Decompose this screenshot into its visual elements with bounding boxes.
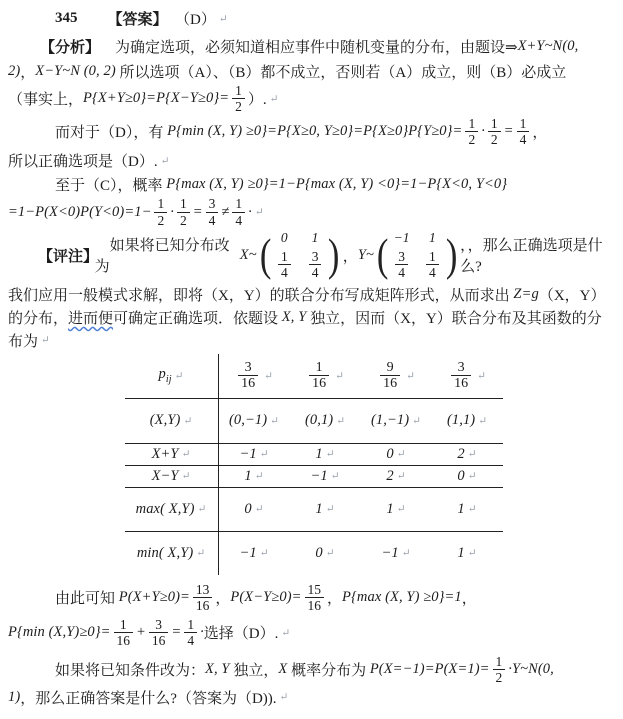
return-mark-icon: ↵ xyxy=(325,449,335,461)
math-text: (1,−1) xyxy=(371,412,410,429)
return-mark-icon: ↵ xyxy=(412,415,421,427)
math-text: 0 xyxy=(386,445,394,462)
math-text: X, Y xyxy=(205,661,230,678)
fraction-numerator: 9 xyxy=(386,359,394,375)
bold-text: 【答案】 xyxy=(107,12,168,28)
fraction xyxy=(488,116,501,147)
text: 如果将已知条件改为： xyxy=(55,663,206,680)
text: 如果将已知分布改为 xyxy=(94,238,230,276)
return-mark-icon: ↵ xyxy=(254,207,264,219)
return-mark-icon: ↵ xyxy=(467,548,477,560)
return-mark-icon: ↵ xyxy=(396,449,406,461)
math-text: 1 xyxy=(244,467,252,484)
fraction-denominator: 4 xyxy=(184,632,197,648)
table-cell xyxy=(432,399,503,443)
fraction-numerator: 3 xyxy=(398,248,405,264)
return-mark-icon: ↵ xyxy=(281,627,291,639)
math-text: (X,Y) xyxy=(149,412,181,429)
matrix-entry: −1 xyxy=(393,229,410,245)
table-row xyxy=(125,354,503,399)
table-cell xyxy=(219,354,290,398)
math-text: Z=g xyxy=(513,285,539,302)
math-text: P(X=−1)=P(X=1)= xyxy=(369,661,490,678)
fraction-numerator: 1 xyxy=(519,116,527,132)
analysis-line-3 xyxy=(8,82,615,115)
analysis-line-1 xyxy=(8,36,615,57)
right-paren-icon: ) xyxy=(328,229,340,281)
fraction-denominator: 4 xyxy=(309,264,322,280)
fraction-numerator: 3 xyxy=(155,617,163,633)
fraction-denominator: 2 xyxy=(493,669,506,685)
variant-line-2 xyxy=(8,687,615,708)
fraction-numerator: 1 xyxy=(315,359,323,375)
fraction-denominator: 2 xyxy=(488,131,501,147)
table-cell xyxy=(432,532,503,575)
method-line-3 xyxy=(8,330,615,351)
text xyxy=(78,8,108,29)
spellcheck-underlined-text: 进而便 xyxy=(68,310,114,327)
return-mark-icon: ↵ xyxy=(406,370,415,382)
return-mark-icon: ↵ xyxy=(269,93,279,105)
return-mark-icon: ↵ xyxy=(41,335,50,347)
text: ，那么正确答案是什么?（答案为（D)). xyxy=(20,690,277,707)
fraction xyxy=(232,83,245,114)
return-mark-icon: ↵ xyxy=(270,415,279,427)
math-text: 1) xyxy=(8,688,21,705)
math-text: 1 xyxy=(386,500,394,517)
fraction-numerator: 1 xyxy=(235,83,242,98)
fraction xyxy=(177,196,190,227)
math-text: X~ xyxy=(239,246,257,263)
fraction-denominator: 4 xyxy=(395,264,408,280)
variant-line-1 xyxy=(8,653,615,686)
table-row xyxy=(125,444,503,466)
option-c-line-1 xyxy=(8,174,615,195)
table-cell xyxy=(219,488,290,531)
table-cell xyxy=(361,444,432,465)
fraction-numerator: 1 xyxy=(280,248,288,264)
table-cell xyxy=(290,532,361,575)
right-paren-icon: ) xyxy=(445,229,458,281)
row-label xyxy=(125,488,219,531)
math-text: 0 xyxy=(244,500,252,517)
table-row xyxy=(125,532,503,575)
fraction-denominator: 16 xyxy=(149,632,169,648)
fraction-numerator: 13 xyxy=(195,581,210,597)
table-row xyxy=(125,466,503,488)
math-text: · xyxy=(200,624,204,641)
table-cell xyxy=(361,532,432,575)
math-text: X−Y xyxy=(151,467,179,484)
matrix-entry: 1 xyxy=(311,229,319,245)
return-mark-icon: ↵ xyxy=(279,692,289,704)
table-cell xyxy=(432,488,503,531)
math-text: 0 xyxy=(315,544,323,561)
row-label xyxy=(125,399,219,443)
row-label xyxy=(125,532,219,575)
return-mark-icon: ↵ xyxy=(478,415,488,427)
method-line-1 xyxy=(8,284,615,305)
text: ，，那么正确选项是什么? xyxy=(460,238,603,276)
return-mark-icon: ↵ xyxy=(396,504,406,516)
return-mark-icon: ↵ xyxy=(325,504,335,516)
fraction-denominator: 2 xyxy=(154,212,167,228)
option-c-line-2 xyxy=(8,195,615,228)
math-text: max( X,Y) xyxy=(135,500,195,517)
math-text: 1 xyxy=(315,445,323,462)
return-mark-icon: ↵ xyxy=(259,548,269,560)
fraction-numerator: 1 xyxy=(187,617,195,633)
math-text: 1 xyxy=(457,544,465,561)
fraction-denominator: 4 xyxy=(232,212,245,228)
math-text: X+Y~N(0, xyxy=(517,38,579,54)
math-text: 1 xyxy=(457,500,465,517)
text: 我们应用一般模式求解，即将（X，Y）的联合分布写成矩阵形式，从而求出 xyxy=(8,287,514,304)
fraction-numerator: 3 xyxy=(311,248,319,264)
math-text: P{min (X, Y) ≥0}=P{X≥0, Y≥0}=P{X≥0}P{Y≥0}= xyxy=(167,123,463,140)
table-cell xyxy=(290,488,361,531)
table-cell xyxy=(290,399,361,443)
text: ， xyxy=(20,65,36,81)
return-mark-icon: ↵ xyxy=(467,471,477,483)
math-text: P{max (X, Y) ≥0}=1−P{max (X, Y) <0}=1−P{X<0, Y<0} xyxy=(166,176,508,193)
math-text: = xyxy=(503,123,514,140)
fraction xyxy=(114,617,134,648)
math-text: −1 xyxy=(239,544,257,561)
bold-text: 345 xyxy=(55,10,78,26)
math-text: · xyxy=(170,203,174,220)
table-cell xyxy=(432,466,503,487)
fraction xyxy=(395,249,408,280)
subscripted-symbol: $p_{ij}$ xyxy=(158,366,172,386)
option-d-line-2 xyxy=(8,150,615,171)
text: ， xyxy=(461,590,477,607)
text: ， xyxy=(342,248,358,265)
text: 所以选项（A）、（B）都不成立，否则若（A）成立，则（B）必成立 xyxy=(115,65,567,81)
fraction-numerator: 1 xyxy=(179,196,187,212)
math-text: 1 xyxy=(315,500,323,517)
text: 为确定选项，必须知道相应事件中随机变量的分布，由题设⇒ xyxy=(100,40,518,56)
return-mark-icon: ↵ xyxy=(181,471,191,483)
matrix-grid xyxy=(390,229,444,282)
table-cell xyxy=(219,532,290,575)
math-text: 2 xyxy=(457,445,465,462)
math-text: X+Y xyxy=(151,445,179,462)
row-label xyxy=(125,444,219,465)
text: 至于（C），概率 xyxy=(55,178,167,195)
fraction-numerator: 1 xyxy=(157,196,165,212)
fraction-denominator: 2 xyxy=(177,212,190,228)
return-mark-icon: ↵ xyxy=(259,449,269,461)
text: 而对于（D），有 xyxy=(55,125,168,142)
fraction xyxy=(426,249,439,280)
fraction xyxy=(465,116,478,147)
return-mark-icon: ↵ xyxy=(197,504,207,516)
fraction xyxy=(493,654,506,685)
text: 可确定正确选项．依题设 xyxy=(113,310,282,327)
text: ， xyxy=(327,590,343,607)
math-text: Y~ xyxy=(357,246,374,263)
math-text: (0,1) xyxy=(304,412,334,429)
table-cell xyxy=(361,399,432,443)
math-text: ·Y~N(0, xyxy=(508,661,554,678)
matrix-grid xyxy=(273,229,327,282)
return-mark-icon: ↵ xyxy=(181,449,191,461)
return-mark-icon: ↵ xyxy=(174,370,184,382)
return-mark-icon: ↵ xyxy=(467,449,477,461)
return-mark-icon: ↵ xyxy=(477,370,486,382)
text: （事实上， xyxy=(8,92,84,109)
conclusion-line-1 xyxy=(8,581,615,614)
fraction-denominator: 4 xyxy=(278,264,291,280)
row-label xyxy=(125,466,219,487)
fraction-numerator: 1 xyxy=(490,116,498,132)
table-cell xyxy=(361,354,432,398)
left-paren-icon: ( xyxy=(259,229,272,281)
return-mark-icon: ↵ xyxy=(467,504,477,516)
conclusion-line-2 xyxy=(8,616,615,649)
math-text: X, Y xyxy=(281,308,307,325)
joint-distribution-table xyxy=(125,354,503,575)
bold-text: 【评注】 xyxy=(38,248,99,265)
math-text: 2 xyxy=(386,467,394,484)
text: 由此可知 xyxy=(55,590,119,607)
fraction-denominator: 16 xyxy=(451,375,471,392)
fraction xyxy=(149,617,169,648)
text: ， xyxy=(532,125,548,142)
fraction-denominator: 16 xyxy=(193,597,213,613)
return-mark-icon: ↵ xyxy=(196,548,206,560)
return-mark-icon: ↵ xyxy=(335,370,344,382)
math-text: −1 xyxy=(310,467,328,484)
table-cell xyxy=(361,466,432,487)
table-cell xyxy=(219,444,290,465)
return-mark-icon: ↵ xyxy=(396,471,406,483)
fraction-numerator: 3 xyxy=(457,359,465,375)
return-mark-icon: ↵ xyxy=(254,471,264,483)
fraction-denominator: 16 xyxy=(305,597,325,613)
fraction-numerator: 3 xyxy=(208,196,216,212)
text: 独立，因而（X，Y）联合分布及其函数的分 xyxy=(306,310,602,327)
fraction xyxy=(309,249,322,280)
fraction xyxy=(517,116,530,147)
table-cell xyxy=(290,444,361,465)
option-d-line-1 xyxy=(8,115,615,148)
math-text: min( X,Y) xyxy=(136,544,194,561)
math-text: = xyxy=(171,624,182,641)
text: （X，Y） xyxy=(538,287,606,304)
fraction xyxy=(309,360,329,392)
math-text: (0,−1) xyxy=(229,412,268,429)
fraction-denominator: 4 xyxy=(206,212,219,228)
fraction xyxy=(238,360,258,392)
text: ， xyxy=(215,590,231,607)
math-text: P(X+Y≥0)= xyxy=(118,588,190,605)
math-text: (1,1) xyxy=(446,412,476,429)
bold-text: 【分析】 xyxy=(40,40,101,56)
math-text: · xyxy=(481,123,485,140)
return-mark-icon: ↵ xyxy=(330,471,340,483)
text: 所以正确选项是（D）. xyxy=(8,154,158,171)
fraction-denominator: 4 xyxy=(517,131,530,147)
table-row xyxy=(125,488,503,532)
math-text: = xyxy=(192,203,203,220)
math-text: P{max (X, Y) ≥0}=1 xyxy=(342,588,462,605)
return-mark-icon: ↵ xyxy=(183,415,193,427)
fraction xyxy=(206,196,219,227)
answer-line xyxy=(8,8,615,29)
return-mark-icon: ↵ xyxy=(325,548,335,560)
return-mark-icon: ↵ xyxy=(401,548,411,560)
text: 独立， xyxy=(229,663,279,680)
return-mark-icon: ↵ xyxy=(160,155,170,167)
fraction xyxy=(451,360,471,392)
fraction xyxy=(380,360,400,392)
fraction xyxy=(193,582,213,613)
table-cell xyxy=(432,354,503,398)
fraction xyxy=(154,196,167,227)
math-text: P{X+Y≥0}=P{X−Y≥0}= xyxy=(83,90,230,107)
table-row xyxy=(125,399,503,444)
fraction-numerator: 1 xyxy=(495,654,503,670)
table-cell xyxy=(290,466,361,487)
text: 布为 xyxy=(8,333,39,350)
return-mark-icon: ↵ xyxy=(336,415,346,427)
row-label xyxy=(125,354,219,398)
fraction xyxy=(232,196,245,227)
math-text: 0 xyxy=(457,467,465,484)
fraction xyxy=(278,249,291,280)
matrix-entry: 1 xyxy=(428,229,436,245)
text: 选择（D）. xyxy=(203,626,279,643)
math-text: X−Y~N (0, 2) xyxy=(35,63,116,79)
analysis-line-2 xyxy=(8,61,615,82)
fraction-numerator: 1 xyxy=(429,248,436,264)
fraction-numerator: 1 xyxy=(468,116,476,132)
fraction-denominator: 2 xyxy=(465,131,478,147)
math-text: P{min (X,Y)≥0}= xyxy=(8,624,111,641)
left-paren-icon: ( xyxy=(376,229,389,281)
fraction xyxy=(305,582,325,613)
return-mark-icon: ↵ xyxy=(264,370,273,382)
fraction-denominator: 16 xyxy=(238,375,258,392)
return-mark-icon: ↵ xyxy=(218,13,228,25)
table-cell xyxy=(219,466,290,487)
text: 概率分布为 xyxy=(287,663,370,680)
fraction-denominator: 16 xyxy=(114,632,134,648)
table-cell xyxy=(290,354,361,398)
remark-line xyxy=(8,229,615,282)
fraction-denominator: 16 xyxy=(380,375,400,392)
method-line-2 xyxy=(8,307,615,328)
math-text: P(X−Y≥0)= xyxy=(230,588,302,605)
math-text: ≠ xyxy=(221,203,230,220)
matrix xyxy=(258,229,342,282)
math-text: −1 xyxy=(239,445,257,462)
fraction-numerator: 15 xyxy=(307,581,322,597)
fraction xyxy=(184,617,197,648)
fraction-numerator: 3 xyxy=(244,359,252,375)
math-text: X xyxy=(278,661,288,678)
matrix-entry: 0 xyxy=(280,229,288,245)
text: 的分布， xyxy=(8,310,69,327)
fraction-numerator: 1 xyxy=(235,196,243,212)
table-cell xyxy=(219,399,290,443)
math-text: + xyxy=(136,624,146,641)
math-text: −1 xyxy=(381,544,399,561)
math-text: · xyxy=(248,203,252,220)
math-text: 2) xyxy=(8,63,21,79)
fraction-denominator: 4 xyxy=(426,264,439,280)
document-page xyxy=(8,8,615,708)
fraction-numerator: 1 xyxy=(119,617,127,633)
text: （D） xyxy=(167,12,216,28)
matrix xyxy=(375,229,459,282)
text: ）. xyxy=(247,92,267,109)
fraction-denominator: 16 xyxy=(309,375,329,392)
fraction-denominator: 2 xyxy=(232,98,245,114)
table-cell xyxy=(361,488,432,531)
table-cell xyxy=(432,444,503,465)
return-mark-icon: ↵ xyxy=(254,504,264,516)
math-text: =1−P(X<0)P(Y<0)=1− xyxy=(8,203,152,220)
